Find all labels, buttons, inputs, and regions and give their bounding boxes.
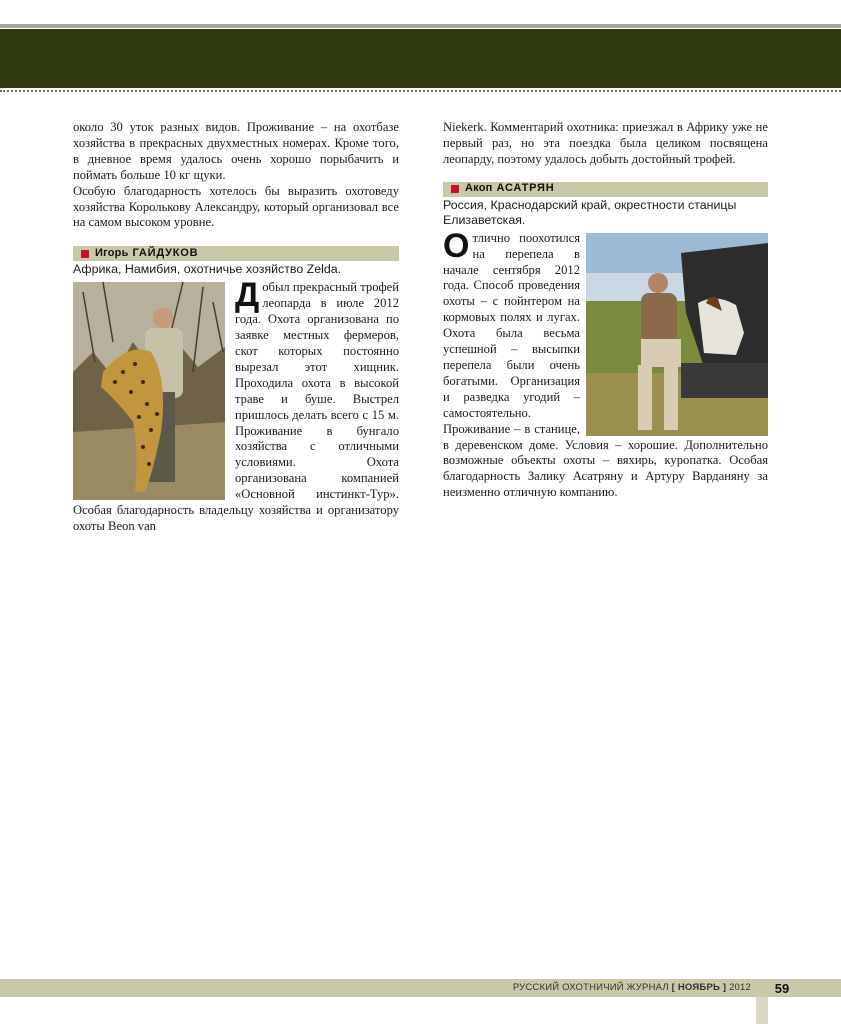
- intro-paragraph-1: около 30 уток разных видов. Проживание – на охотбазе хозяйства в прекрасных двухместных номерах. Кроме того, в дневное время удалось очень хорошо порыбачить и поймать больше 10 кг щуки.: [73, 120, 399, 182]
- page-number: 59: [774, 980, 790, 996]
- hunter-last-name: АСАТРЯН: [496, 182, 555, 195]
- footer-journal-info: РУССКИЙ ОХОТНИЧИЙ ЖУРНАЛ [ НОЯБРЬ ] 2012: [512, 982, 751, 993]
- top-margin: [0, 0, 841, 26]
- article-body: обыл прекрасный трофей леопарда в июле 2012 года. Охота организована по заявке местных фермеров, скот которых постоянно вырезал этот хищник. Проходила охота в высокой траве и буше. Выстрел пришлось делать всего с 15 м. Проживание в бунгало хозяйства с отличными условиями. Охота организована компанией «Основной инстинкт-Тур». Особая благодарность владельцу хозяйства и организатору охоты Beon van: [73, 280, 399, 533]
- dotted-divider: [0, 90, 841, 92]
- hunter-first-name: Игорь: [95, 246, 129, 259]
- hunter-name-bar: [443, 182, 768, 197]
- red-square-icon: [81, 250, 89, 258]
- drop-cap: О: [443, 226, 470, 265]
- hunt-location: Россия, Краснодарский край, окрестности станицы Елизаветская.: [443, 197, 737, 227]
- quail-hunt-photo: [586, 233, 768, 436]
- top-rule: [0, 24, 841, 28]
- red-square-icon: [451, 185, 459, 193]
- issue-month: НОЯБРЬ: [677, 982, 721, 993]
- hunter-first-name: Акоп: [465, 182, 493, 195]
- intro-paragraph-2: Особую благодарность хотелось бы выразить охотоведу хозяйства Королькову Александру, который организовал все на самом высоком уровне.: [73, 183, 399, 230]
- header-banner: [0, 29, 841, 88]
- hunter-name-bar: [73, 246, 399, 261]
- issue-year: 2012: [729, 982, 751, 993]
- left-column: [73, 120, 399, 535]
- hunt-location: Африка, Намибия, охотничье хозяйство Zelda.: [73, 262, 342, 277]
- right-column: [443, 120, 768, 501]
- journal-title: РУССКИЙ ОХОТНИЧИЙ ЖУРНАЛ: [512, 982, 669, 993]
- article-body: тлично поохотился на перепела в начале сентября 2012 года. Способ проведения охоты – с пойнтером на кормовых полях и лугах. Охота была весьма успешной – высыпки перепела были очень богатыми. Организация и разведка угодий – самостоятельно. Проживание – в станице, в деревенском доме. Условия – хорошие. Дополнительно возможные объекты охоты – вяхирь, куропатка. Особая благодарность Залику Асатряну и Артуру Варданяну за неизменно отличную компанию.: [443, 230, 768, 500]
- leopard-trophy-photo: [73, 282, 225, 500]
- page-tab: [756, 997, 768, 1024]
- continuation-paragraph: Niekerk. Комментарий охотника: приезжал в Африку уже не первый раз, но эта поездка была целиком посвящена леопарду, поэтому удалось добыть достойный трофей.: [443, 120, 768, 166]
- drop-cap: Д: [235, 276, 260, 315]
- hunter-last-name: ГАЙДУКОВ: [132, 246, 199, 259]
